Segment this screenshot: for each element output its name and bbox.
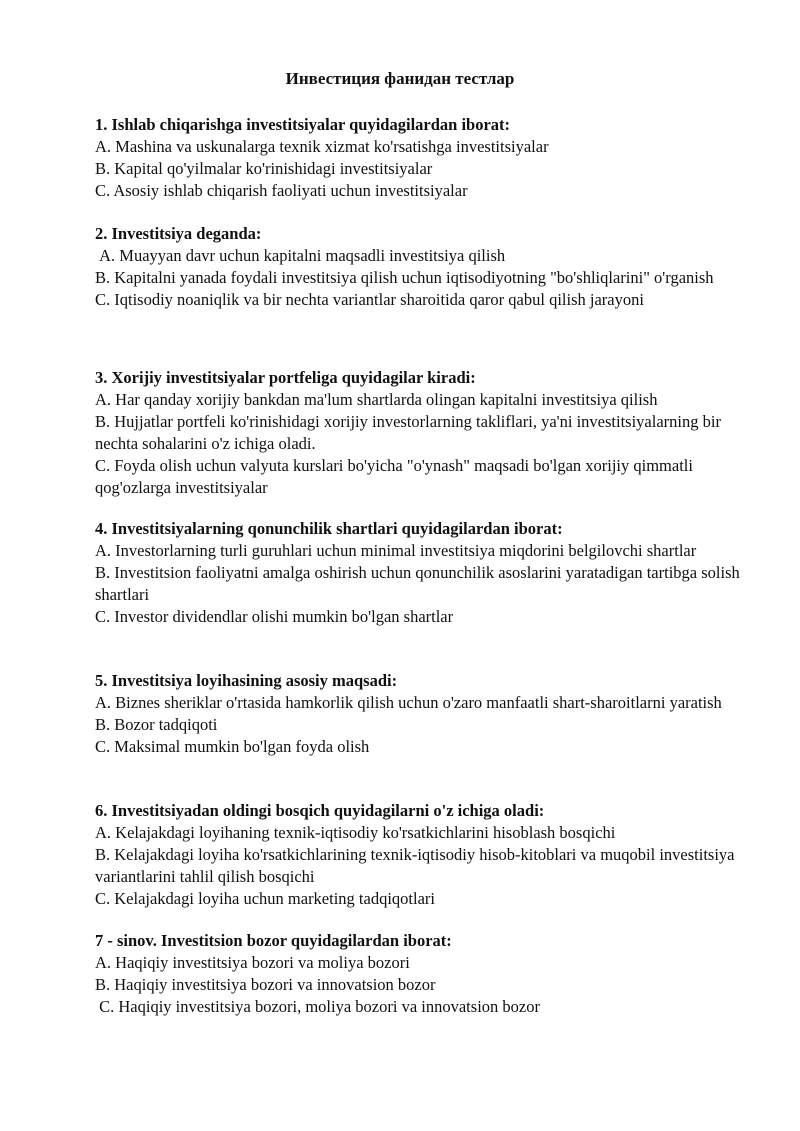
answer-option-c: C. Kelajakdagi loyiha uchun marketing tadqiqotlari [95,889,435,908]
answer-option-a: A. Kelajakdagi loyihaning texnik-iqtisodiy ko'rsatkichlarini hisoblash bosqichi [95,823,616,842]
answer-option-a: A. Biznes sheriklar o'rtasida hamkorlik qilish uchun o'zaro manfaatli shart-sharoitlarni yaratish [95,693,722,712]
answer-option-c: C. Investor dividendlar olishi mumkin bo'lgan shartlar [95,607,454,626]
question-heading: 7 - sinov. Investitsion bozor quyidagilardan iborat: [95,931,452,950]
question-4 [95,518,745,628]
question-1 [95,114,745,202]
answer-option-b: B. Kapitalni yanada foydali investitsiya qilish uchun iqtisodiyotning "bo'shliqlarini" o'rganish [95,268,714,287]
question-6 [95,800,745,910]
question-heading: 2. Investitsiya deganda: [95,224,262,243]
question-heading: 5. Investitsiya loyihasining asosiy maqsadi: [95,671,398,690]
question-7 [95,930,745,1018]
question-heading: 4. Investitsiyalarning qonunchilik shartlari quyidagilardan iborat: [95,519,563,538]
answer-option-b: B. Kelajakdagi loyiha ko'rsatkichlarining texnik-iqtisodiy hisob-kitoblari va muqobil investitsiya variantlarini tahlil qilish bosqichi [95,845,739,886]
question-heading: 1. Ishlab chiqarishga investitsiyalar quyidagilardan iborat: [95,115,511,134]
answer-option-c: C. Haqiqiy investitsiya bozori, moliya bozori va innovatsion bozor [95,997,540,1016]
answer-option-a: A. Investorlarning turli guruhlari uchun minimal investitsiya miqdorini belgilovchi shartlar [95,541,697,560]
answer-option-c: C. Iqtisodiy noaniqlik va bir nechta variantlar sharoitida qaror qabul qilish jarayoni [95,290,644,309]
answer-option-a: A. Haqiqiy investitsiya bozori va moliya bozori [95,953,410,972]
question-3 [95,367,745,499]
answer-option-b: B. Haqiqiy investitsiya bozori va innovatsion bozor [95,975,436,994]
answer-option-c: C. Asosiy ishlab chiqarish faoliyati uchun investitsiyalar [95,181,468,200]
answer-option-a: A. Muayyan davr uchun kapitalni maqsadli investitsiya qilish [95,246,506,265]
question-5 [95,670,745,758]
answer-option-a: A. Har qanday xorijiy bankdan ma'lum shartlarda olingan kapitalni investitsiya qilish [95,390,658,409]
answer-option-b: B. Bozor tadqiqoti [95,715,218,734]
answer-option-b: B. Hujjatlar portfeli ko'rinishidagi xorijiy investorlarning takliflari, ya'ni investitsiyalarning bir nechta sohalarini o'z ichiga oladi. [95,412,726,453]
answer-option-b: B. Kapital qo'yilmalar ko'rinishidagi investitsiyalar [95,159,433,178]
answer-option-b: B. Investitsion faoliyatni amalga oshirish uchun qonunchilik asoslarini yaratadigan tartibga solish shartlari [95,563,744,604]
answer-option-c: C. Foyda olish uchun valyuta kurslari bo'yicha "o'ynash" maqsadi bo'lgan xorijiy qimmatli qog'ozlarga investitsiyalar [95,456,698,497]
question-heading: 3. Xorijiy investitsiyalar portfeliga quyidagilar kiradi: [95,368,476,387]
question-heading: 6. Investitsiyadan oldingi bosqich quyidagilarni o'z ichiga oladi: [95,801,545,820]
answer-option-a: A. Mashina va uskunalarga texnik xizmat ko'rsatishga investitsiyalar [95,137,549,156]
question-2 [95,223,745,311]
answer-option-c: C. Maksimal mumkin bo'lgan foyda olish [95,737,370,756]
document-title: Инвестиция фанидан тестлар [285,69,515,88]
